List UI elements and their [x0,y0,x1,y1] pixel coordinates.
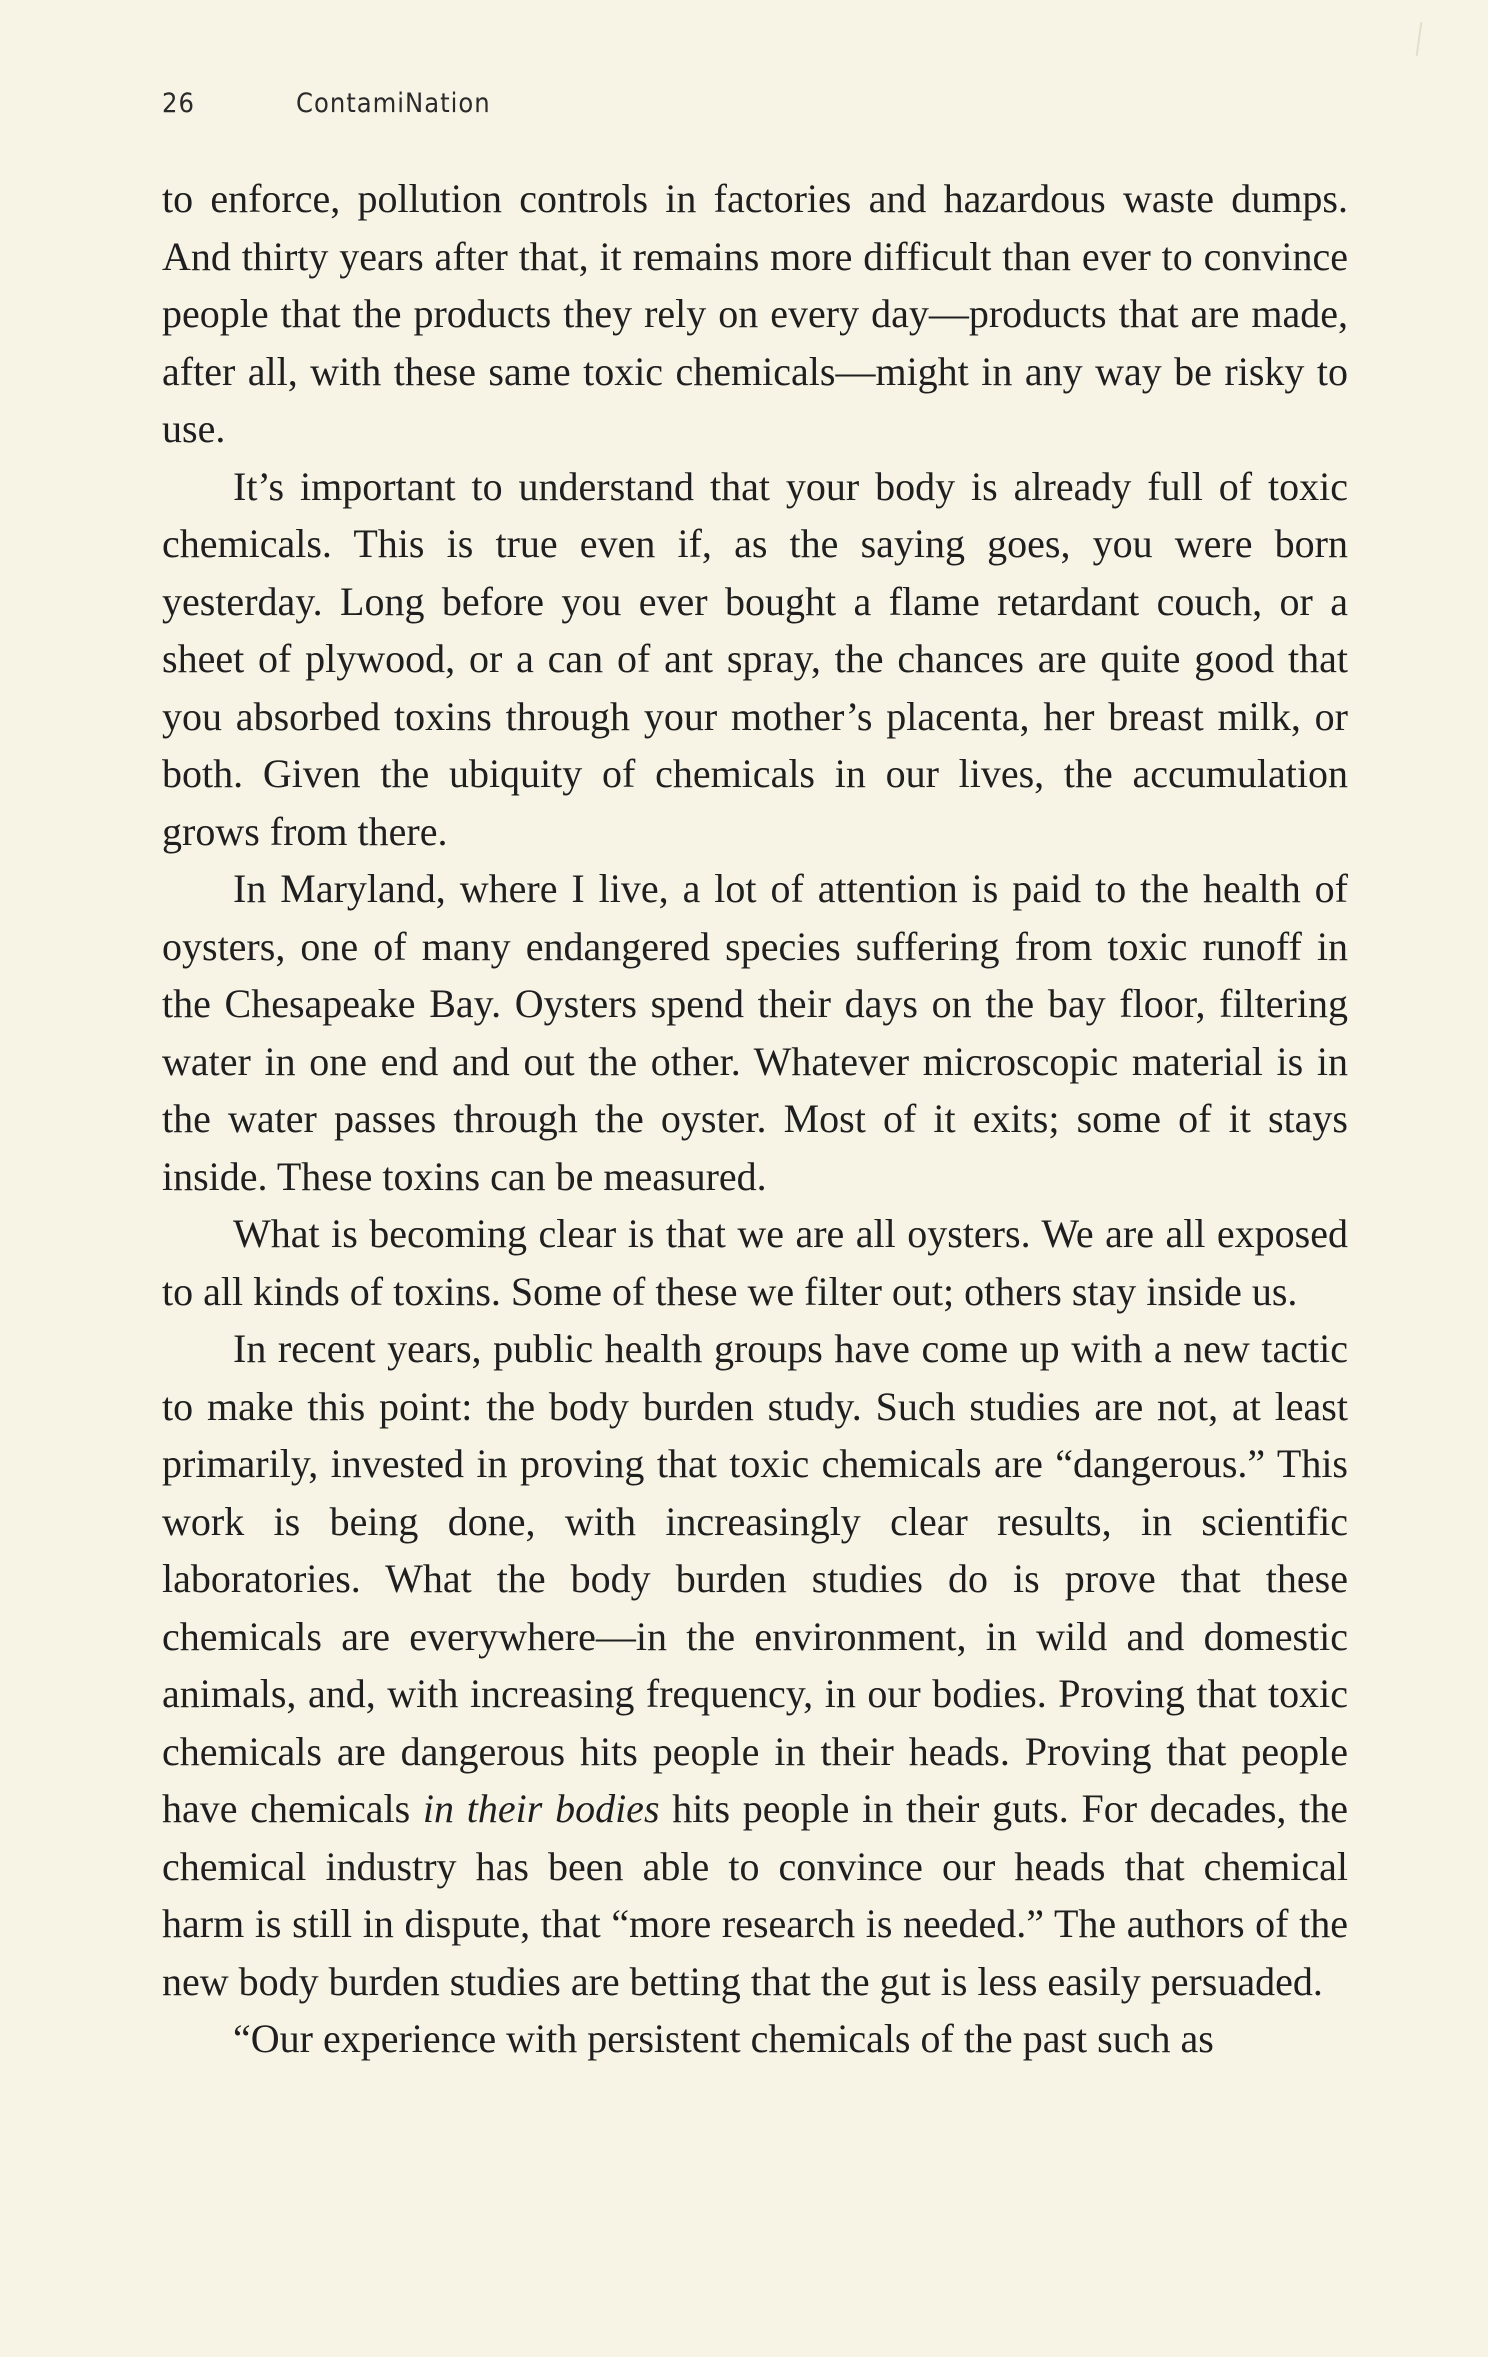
page-number: 26 [162,88,195,119]
paragraph-continued: to enforce, pollution controls in factories and hazardous waste dumps. And thirty years after that, it remains more difficult than ever to convince people that the products they rely on every day—products that are made, after all, with these same toxic chemicals—might in any way be risky to use. [162,176,1348,451]
paragraph-we-are-oysters: What is becoming clear is that we are all oysters. We are all exposed to all kinds of toxins. Some of these we filter out; others stay inside us. [162,1211,1348,1314]
paragraph-body-full-of-chemicals: It’s important to understand that your body is already full of toxic chemicals. This is true even if, as the saying goes, you were born yesterday. Long before you ever bought a flame retardant couch, or a sheet of plywood, or a can of ant spray, the chances are quite good that you absorbed toxins through your mother’s placenta, her breast milk, or both. Given the ubiquity of chemicals in our lives, the accumulation grows from there. [162,463,1348,854]
book-title: ContamiNation [296,88,491,119]
italic-emphasis: in their bodies [422,1786,660,1831]
paragraph-maryland-oysters: In Maryland, where I live, a lot of attention is paid to the health of oysters, one of many endangered species suffering from toxic runoff in the Chesapeake Bay. Oysters spend their days on the bay floor, filtering water in one end and out the other. Whatever microscopic material is in the water passes through the oyster. Most of it exits; some of it stays inside. These toxins can be measured. [162,866,1348,1199]
paragraph-body-burden-study [162,1320,1348,2010]
scan-mark [1416,22,1423,56]
body-text [162,170,1348,2068]
running-head [162,88,491,128]
paragraph-body-burden-text-1: In recent years, public health groups have come up with a new tactic to make this point: the body burden study. Such studies are not, at least primarily, invested in proving that toxic chemicals are “dangerous.” This work is being done, with increasingly clear results, in scientific laboratories. What the body burden studies do is prove that these chemicals are everywhere—in the environment, in wild and domestic animals, and, with increasing frequency, in our bodies. Proving that toxic chemicals are dangerous hits people in their heads. Proving that people have chemicals [162,1326,1348,1831]
paragraph-quote-start: “Our experience with persistent chemicals of the past such as [233,2016,1214,2061]
paragraph-body-burden-text-2: hits people in their guts. For decades, the chemical industry has been able to convince our heads that chemical harm is still in dispute, that “more research is needed.” The authors of the new body burden studies are betting that the gut is less easily persuaded. [162,1786,1348,2004]
